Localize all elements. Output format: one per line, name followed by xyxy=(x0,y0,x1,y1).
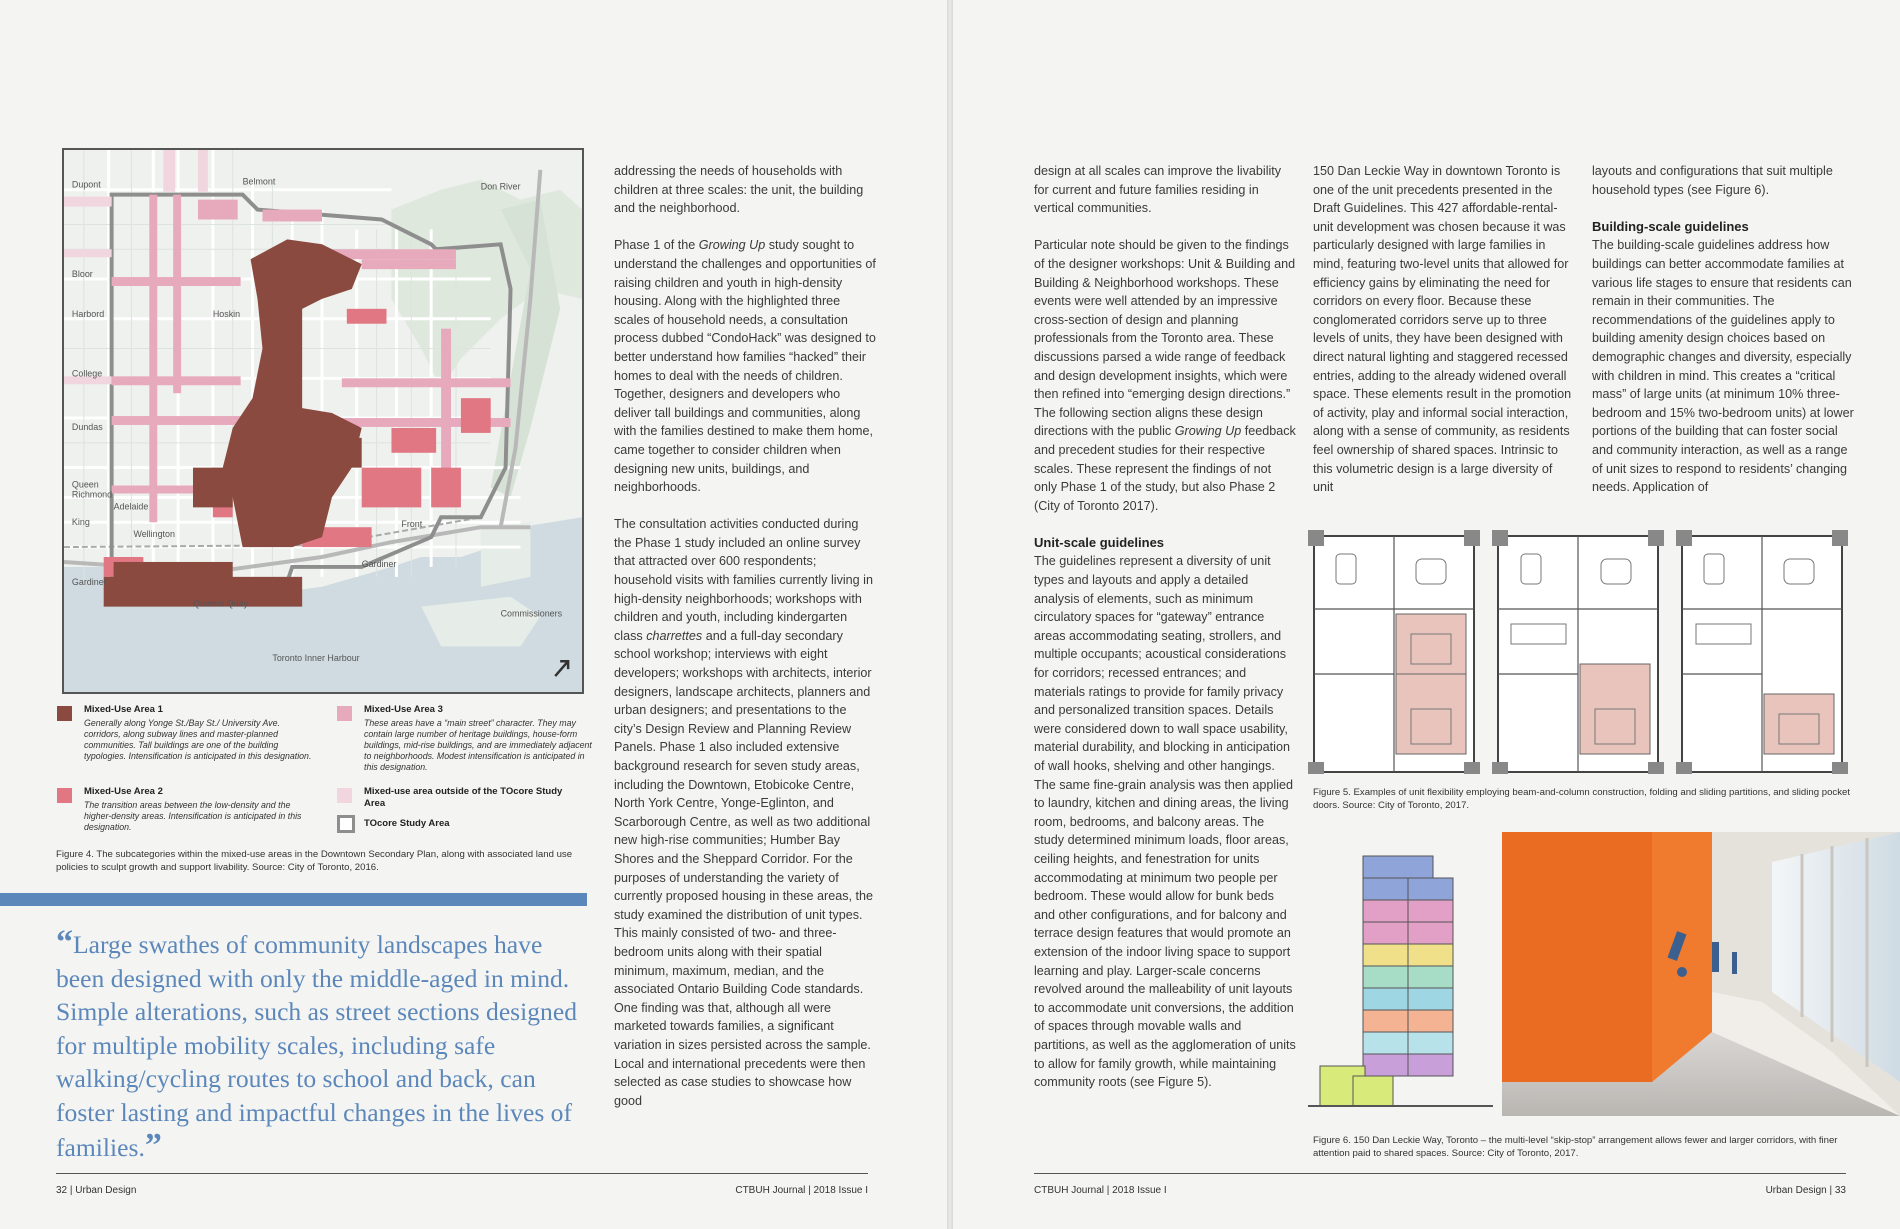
svg-text:Harbord: Harbord xyxy=(71,308,105,319)
right-text-column-3 xyxy=(1592,162,1854,497)
figure-5-floor-plans xyxy=(1306,524,1852,778)
downtown-mixed-use-map xyxy=(62,148,584,694)
paragraph: Particular note should be given to the findings of the designer workshops: Unit & Building and Building & Neighborhood workshops. These events were well attended by an impressive cross-section of design and planning professionals from the Toronto area. These discussions parsed a wide range of feedback and design development insights, which were then refined into “emerging design directions.” The following section aligns these design directions with the public Growing Up feedback and precedent studies for their respective scales. These represent the findings of not only Phase 1 of the study, but also Phase 2 (City of Toronto 2017). xyxy=(1034,238,1296,513)
quote-open-icon: “ xyxy=(56,924,73,961)
legend-desc: These areas have a “main street” character. They may contain large number of heritage buildings, house-form buildings, mid-rise buildings, and are immediately adjacent to neighborhoods. Modest intensification is anticipated in this designation. xyxy=(364,718,592,772)
floor-plan-graphic xyxy=(1306,524,1852,778)
section-graphic xyxy=(1308,848,1493,1116)
footer-journal: CTBUH Journal | 2018 Issue I xyxy=(1034,1185,1167,1196)
svg-text:Bloor: Bloor xyxy=(71,269,93,280)
svg-text:Gardiner: Gardiner xyxy=(71,576,107,587)
subhead-building-scale: Building-scale guidelines xyxy=(1592,218,1749,234)
svg-text:Dupont: Dupont xyxy=(71,179,101,190)
paragraph: The consultation activities conducted during the Phase 1 study included an online survey that attracted over 600 respondents; household visits with families currently living in high-density neighborhoods; workshops with children and youth, including kindergarten class charrettes and a full-day secondary school workshop; interviews with eight developers; workshops with architects, interior designers, landscape architects, planners and urban designers; and presentations to the city’s Design Review and Planning Review Panels. Phase 1 also included extensive background research for seven study areas, including the Downtown, Etobicoke Centre, North York Centre, Yonge-Eglinton, and Scarborough Centre, as well as two additional new high-rise communities; Humber Bay Shores and the Sheppard Corridor. For the purposes of understanding the variety of currently proposed housing in these areas, the study examined the distribution of unit types. This mainly consisted of two- and three-bedroom units along with their spatial minimum, maximum, median, and the associated Ontario Building Code standards. One finding was that, although all were marketed towards families, a significant variation in sizes persisted across the sample. Local and international precedents were then selected as case studies to showcase how good xyxy=(614,517,874,1108)
paragraph: layouts and configurations that suit multiple household types (see Figure 6). xyxy=(1592,164,1833,197)
legend-swatch xyxy=(337,815,355,833)
svg-text:King: King xyxy=(71,517,90,528)
footer-journal: CTBUH Journal | 2018 Issue I xyxy=(735,1185,868,1196)
figure-6-corridor-photo xyxy=(1502,832,1900,1116)
footer-page-label: 32 | Urban Design xyxy=(56,1185,137,1196)
paragraph: 150 Dan Leckie Way in downtown Toronto is one of the unit precedents presented in the Draft Guidelines. This 427 affordable-rental-unit development was chosen because it was particularly designed with large families in mind, featuring two-level units that allowed for efficiency gains by eliminating the need for corridors on every floor. Because these conglomerated corridors serve up to three levels of units, they have been designed with direct natural lighting and staggered recessed entries, adding to the already widened overall space. These elements result in the promotion of activity, play and informal social interaction, along with a sense of community, as residents feel ownership of shared spaces. Intrinsic to this volumetric design is a large diversity of unit xyxy=(1313,164,1572,495)
left-text-column xyxy=(614,162,876,1110)
paragraph: addressing the needs of households with children at three scales: the unit, the building and the neighborhood. xyxy=(614,164,864,216)
legend-swatch xyxy=(57,788,72,803)
svg-text:Queens Quay: Queens Quay xyxy=(193,598,249,609)
legend-title: Mixed-Use Area 3 xyxy=(364,704,443,715)
figure-6-section-diagram xyxy=(1308,848,1493,1116)
legend-desc: The transition areas between the low-density and the higher-density areas. Intensification is anticipated in this designation. xyxy=(84,800,302,832)
paragraph: Phase 1 of the Growing Up study sought to understand the challenges and opportunities of raising children and youth in high-density housing. Along with the highlighted three scales of household needs, a consultation process dubbed “CondoHack” was designed to better understand how families “hacked” their homes to deal with the needs of children. Together, designers and developers who deliver tall buildings and communities, along with the families destined to make them home, came together to consider children when designing new units, buildings, and neighborhoods. xyxy=(614,238,876,495)
svg-text:Toronto Inner Harbour: Toronto Inner Harbour xyxy=(272,653,360,664)
svg-text:Richmond: Richmond xyxy=(71,489,113,500)
map-graphic xyxy=(64,150,582,692)
svg-text:Adelaide: Adelaide xyxy=(113,501,149,512)
paragraph: The guidelines represent a diversity of unit types and layouts and apply a detailed analysis of elements, such as minimum circulatory spaces for “gateway” entrance areas accommodating seating, strollers, and multiple occupants; acoustical considerations for corridors; recessed entrances; and materials ratings to provide for family privacy and personalized transition spaces. Details were considered down to wall space usability, material durability, and blocking in anticipation of wall hooks, shelving and other hangings. The same fine-grain analysis was then applied to laundry, kitchen and dining areas, the living room, bedrooms, and balcony areas. The study determined minimum loads, floor areas, ceiling heights, and fenestration for units accommodating at minimum two people per bedroom. These would allow for bunk beds and other configurations, and for balcony and terrace design features that would promote an extension of the indoor living space to support learning and play. Larger-scale concerns revolved around the malleability of unit layouts to accommodate unit conversions, the addition of spaces through movable walls and partitions, as well as the agglomeration of units to allow for family growth, while maintaining community roots (see Figure 5). xyxy=(1034,554,1296,1090)
footer-page-label: Urban Design | 33 xyxy=(1765,1185,1846,1196)
svg-text:Belmont: Belmont xyxy=(242,176,276,187)
legend-swatch xyxy=(337,788,352,803)
figure-6-caption: Figure 6. 150 Dan Leckie Way, Toronto – the multi-level “skip-stop” arrangement allows fewer and larger corridors, with finer attention paid to shared spaces. Source: City of Toronto, 2017. xyxy=(1313,1135,1838,1160)
figure-5-caption: Figure 5. Examples of unit flexibility employing beam-and-column construction, folding and sliding partitions, and sliding pocket doors. Source: City of Toronto, 2017. xyxy=(1313,787,1851,812)
pullquote-text: Large swathes of community landscapes have been designed with only the middle-aged in mind. Simple alterations, such as street sections designed for multiple mobility scales, including safe walking/cycling routes to school and back, can foster lasting and impactful changes in the lives of families. xyxy=(56,930,577,1162)
svg-text:Don River: Don River xyxy=(480,181,521,192)
svg-text:Hoskin: Hoskin xyxy=(212,308,241,319)
svg-text:Front: Front xyxy=(401,519,423,530)
legend-title: Mixed-Use Area 2 xyxy=(84,786,163,797)
legend-title: TOcore Study Area xyxy=(364,818,450,829)
left-page xyxy=(0,0,947,1229)
pullquote-bar xyxy=(0,893,587,906)
subhead-unit-scale: Unit-scale guidelines xyxy=(1034,534,1165,550)
footer-rule xyxy=(56,1173,868,1174)
legend-item-area-3 xyxy=(337,704,592,782)
svg-text:Gardiner: Gardiner xyxy=(361,558,397,569)
corridor-photo-graphic xyxy=(1502,832,1900,1116)
svg-text:Queen: Queen xyxy=(71,479,99,490)
legend-item-area-1 xyxy=(57,704,317,782)
legend-title: Mixed-use area outside of the TOcore Study Area xyxy=(364,786,563,809)
svg-text:Dundas: Dundas xyxy=(71,421,103,432)
legend-item-area-2 xyxy=(57,786,317,841)
paragraph: design at all scales can improve the livability for current and future families residing in vertical communities. xyxy=(1034,164,1282,216)
legend-swatch xyxy=(57,706,72,721)
legend-desc: Generally along Yonge St./Bay St./ University Ave. corridors, along subway lines and master-planned communities. Tall buildings are one of the building typologies. Intensification is anticipated in this designation. xyxy=(84,718,312,761)
svg-text:College: College xyxy=(71,368,103,379)
svg-text:Commissioners: Commissioners xyxy=(500,608,563,619)
footer-rule xyxy=(1034,1173,1846,1174)
quote-close-icon: ” xyxy=(144,1127,162,1164)
legend-item-study-area xyxy=(337,814,587,836)
svg-text:Wellington: Wellington xyxy=(133,529,175,540)
figure-4-caption: Figure 4. The subcategories within the mixed-use areas in the Downtown Secondary Plan, along with associated land use policies to sculpt growth and support livability. Source: City of Toronto, 2016. xyxy=(56,849,573,874)
legend-title: Mixed-Use Area 1 xyxy=(84,704,163,715)
right-text-column-2 xyxy=(1313,162,1575,497)
legend-swatch xyxy=(337,706,352,721)
pullquote xyxy=(56,926,596,1165)
right-text-column-1 xyxy=(1034,162,1296,1092)
paragraph: The building-scale guidelines address how buildings can better accommodate families at various life stages to ensure that residents can remain in their communities. The recommendations of the guidelines apply to building amenity design choices based on demographic changes and diversity, especially with children in mind. This creates a “critical mass” of large units (at minimum 10% three-bedroom and 15% two-bedroom units) at lower portions of the building that can foster social and community interaction, as well as a range of unit sizes to respond to residents’ changing needs. Application of xyxy=(1592,238,1854,495)
